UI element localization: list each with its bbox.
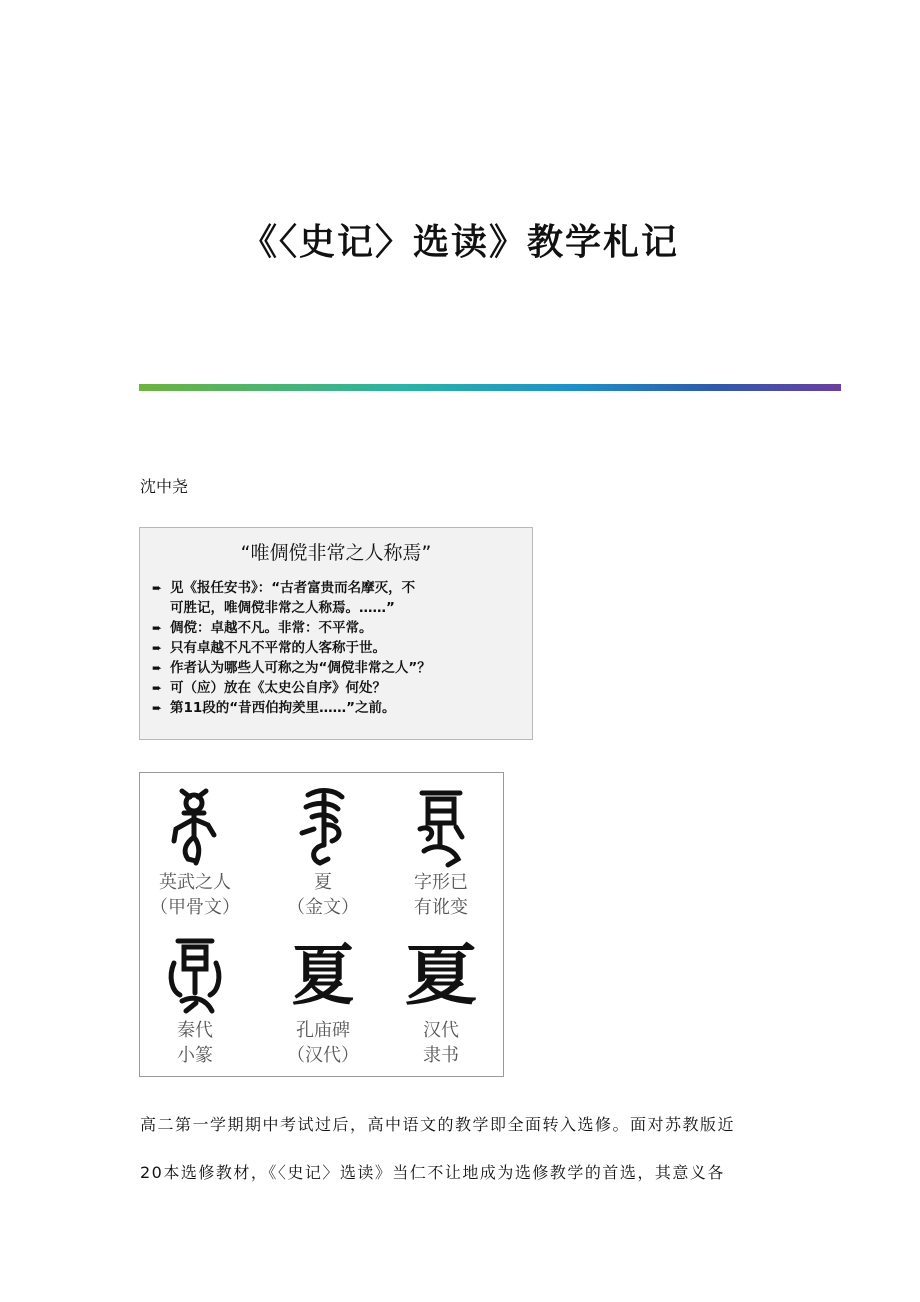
list-item (152, 618, 528, 638)
caption-line: （金文） (287, 897, 359, 918)
oracle-glyph-icon (160, 785, 230, 870)
caption-line: （汉代） (287, 1045, 359, 1066)
caption-line: 小篆 (177, 1045, 213, 1066)
character-evolution-figure (139, 772, 504, 1077)
slide-figure (139, 527, 533, 740)
stele-glyph-icon: 夏 (291, 936, 355, 1014)
bullet-text: 只有卓越不凡不平常的人客称于世。 (170, 640, 386, 656)
caption-line: 字形已 (414, 872, 468, 893)
gradient-divider (139, 384, 841, 391)
page-title: 《〈史记〉选读》教学札记 (240, 222, 679, 263)
glyph-cell-bronze (268, 785, 378, 920)
body-paragraph-line: 高二第一学期期中考试过后，高中语文的教学即全面转入选修。面对苏教版近 (140, 1115, 736, 1134)
arrow-icon: ➨ (152, 581, 163, 595)
arrow-icon: ➨ (152, 661, 163, 675)
glyph-cell-changed (386, 785, 496, 920)
slide-bullet-list (152, 578, 528, 718)
author-name: 沈中尧 (140, 477, 189, 496)
arrow-icon: ➨ (152, 621, 163, 635)
list-item (152, 658, 528, 678)
list-item (152, 578, 528, 598)
changed-glyph-icon (406, 785, 476, 870)
bullet-text: 倜傥：卓越不凡。非常：不平常。 (170, 620, 373, 636)
glyph-cell-clerical (386, 933, 496, 1068)
glyph-cell-oracle (140, 785, 250, 920)
glyph-cell-stele (268, 933, 378, 1068)
bullet-text: 可胜记，唯倜傥非常之人称焉。……” (170, 600, 395, 616)
seal-glyph-icon (160, 933, 230, 1018)
caption-line: （甲骨文） (150, 897, 240, 918)
arrow-icon: ➨ (152, 701, 163, 715)
caption-line: 汉代 (423, 1020, 459, 1041)
arrow-icon: ➨ (152, 641, 163, 655)
list-item (152, 678, 528, 698)
arrow-icon: ➨ (152, 681, 163, 695)
bullet-text: 作者认为哪些人可称之为“倜傥非常之人”？ (170, 660, 431, 676)
clerical-glyph-icon: 夏 (404, 937, 478, 1014)
slide-title: “唯倜傥非常之人称焉” (240, 542, 432, 564)
bullet-text: 第11段的“昔西伯拘羑里……”之前。 (170, 700, 396, 716)
list-item (152, 638, 528, 658)
caption-line: 孔庙碑 (296, 1020, 350, 1041)
bullet-text: 见《报任安书》：“古者富贵而名摩灭，不 (170, 580, 416, 596)
caption-line: 夏 (314, 872, 332, 893)
caption-line: 秦代 (177, 1020, 213, 1041)
body-paragraph-line: 20本选修教材，《〈史记〉选读》当仁不让地成为选修教学的首选，其意义各 (140, 1163, 725, 1182)
bronze-glyph-icon (288, 785, 358, 870)
caption-line: 隶书 (423, 1045, 459, 1066)
caption-line: 英武之人 (159, 872, 231, 893)
caption-line: 有讹变 (414, 897, 468, 918)
list-item (152, 598, 528, 618)
bullet-text: 可（应）放在《太史公自序》何处？ (170, 680, 386, 696)
list-item (152, 698, 528, 718)
glyph-cell-seal (140, 933, 250, 1068)
